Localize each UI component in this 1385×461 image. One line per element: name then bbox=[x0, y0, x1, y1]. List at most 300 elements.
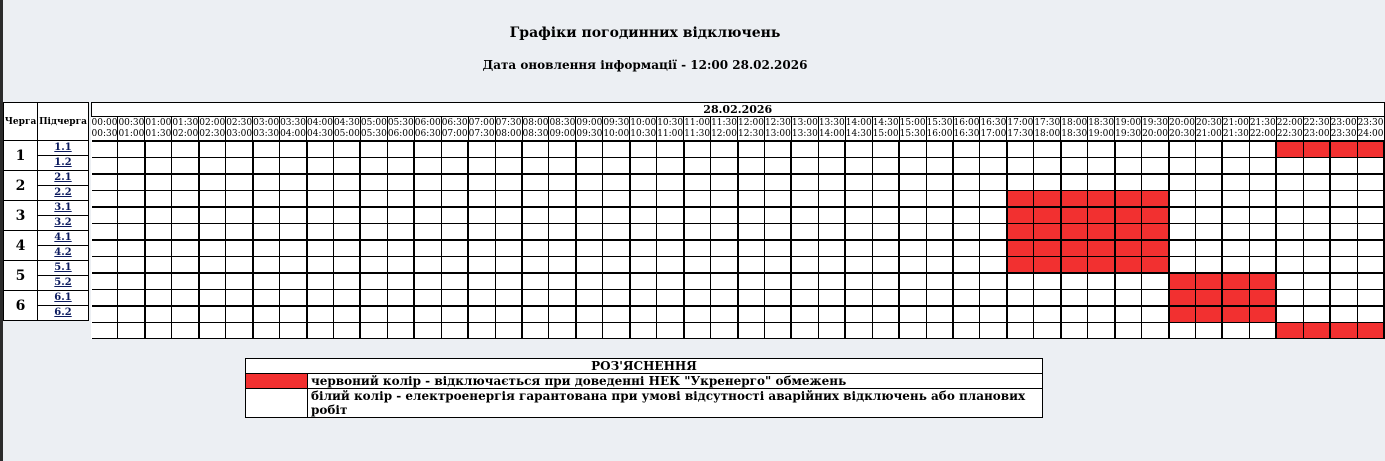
power-cell bbox=[468, 273, 495, 290]
power-cell bbox=[657, 174, 684, 191]
queue-number: 1 bbox=[4, 141, 38, 171]
power-cell bbox=[953, 207, 980, 224]
power-cell bbox=[522, 141, 549, 158]
power-cell bbox=[845, 158, 872, 175]
power-cell bbox=[307, 323, 334, 339]
slot-start: 14:00 bbox=[845, 117, 872, 128]
slot-start: 21:30 bbox=[1249, 117, 1276, 128]
power-cell bbox=[307, 257, 334, 274]
slot-start: 02:30 bbox=[226, 117, 253, 128]
power-cell bbox=[280, 323, 307, 339]
power-cell bbox=[980, 273, 1007, 290]
power-cell bbox=[468, 224, 495, 241]
power-cell bbox=[199, 306, 226, 323]
power-cell bbox=[953, 158, 980, 175]
power-cell bbox=[603, 240, 630, 257]
slot-end: 23:00 bbox=[1303, 128, 1330, 139]
slot-end: 12:00 bbox=[711, 128, 737, 139]
power-cell bbox=[899, 257, 926, 274]
time-slot-header bbox=[1276, 117, 1303, 142]
power-cell bbox=[899, 323, 926, 339]
slot-start: 09:00 bbox=[576, 117, 603, 128]
power-cell bbox=[791, 306, 818, 323]
outage-cell bbox=[1007, 191, 1034, 208]
power-cell bbox=[172, 240, 199, 257]
time-slot-header bbox=[711, 117, 738, 142]
outage-cell bbox=[1007, 224, 1034, 241]
power-cell bbox=[738, 290, 765, 307]
power-cell bbox=[1034, 141, 1061, 158]
slot-start: 04:00 bbox=[307, 117, 333, 128]
power-cell bbox=[1276, 207, 1303, 224]
subqueue-cell bbox=[38, 306, 89, 321]
power-cell bbox=[872, 257, 899, 274]
power-cell bbox=[441, 257, 468, 274]
power-cell bbox=[657, 158, 684, 175]
legend-table bbox=[245, 358, 1043, 418]
outage-cell bbox=[1276, 141, 1303, 158]
time-slot-header bbox=[199, 117, 226, 142]
power-cell bbox=[495, 207, 522, 224]
power-cell bbox=[1195, 158, 1222, 175]
power-cell bbox=[414, 158, 441, 175]
slot-end: 20:00 bbox=[1142, 128, 1168, 139]
power-cell bbox=[1222, 224, 1249, 241]
slot-end: 04:30 bbox=[307, 128, 333, 139]
power-cell bbox=[1007, 306, 1034, 323]
slot-start: 01:30 bbox=[172, 117, 199, 128]
power-cell bbox=[657, 224, 684, 241]
power-cell bbox=[980, 141, 1007, 158]
power-cell bbox=[226, 273, 253, 290]
power-cell bbox=[226, 240, 253, 257]
power-cell bbox=[872, 224, 899, 241]
power-cell bbox=[145, 191, 172, 208]
time-slot-header bbox=[738, 117, 765, 142]
power-cell bbox=[1142, 174, 1169, 191]
outage-cell bbox=[1088, 191, 1115, 208]
power-cell bbox=[172, 174, 199, 191]
power-cell bbox=[845, 323, 872, 339]
power-cell bbox=[172, 290, 199, 307]
slot-end: 09:30 bbox=[576, 128, 603, 139]
update-info: Дата оновлення інформації - 12:00 28.02.2026 bbox=[482, 58, 808, 72]
power-cell bbox=[1088, 306, 1115, 323]
power-cell bbox=[307, 290, 334, 307]
subqueue-link[interactable]: 3.2 bbox=[54, 217, 72, 228]
power-cell bbox=[953, 191, 980, 208]
outage-cell bbox=[1061, 257, 1088, 274]
slot-start: 12:30 bbox=[764, 117, 791, 128]
power-cell bbox=[226, 257, 253, 274]
subqueue-link[interactable]: 2.1 bbox=[54, 172, 72, 183]
slot-end: 00:30 bbox=[91, 128, 118, 139]
power-cell bbox=[684, 257, 711, 274]
subqueue-link[interactable]: 1.1 bbox=[54, 142, 72, 153]
power-cell bbox=[307, 141, 334, 158]
slot-start: 10:00 bbox=[630, 117, 657, 128]
power-cell bbox=[1007, 273, 1034, 290]
slot-start: 20:30 bbox=[1195, 117, 1222, 128]
power-cell bbox=[603, 224, 630, 241]
power-cell bbox=[549, 240, 576, 257]
outage-cell bbox=[1357, 323, 1384, 339]
power-cell bbox=[764, 257, 791, 274]
power-cell bbox=[226, 141, 253, 158]
slot-end: 22:00 bbox=[1249, 128, 1276, 139]
slot-start: 22:00 bbox=[1276, 117, 1303, 128]
subqueue-row bbox=[92, 257, 1385, 274]
slot-end: 18:30 bbox=[1061, 128, 1088, 139]
power-cell bbox=[92, 158, 118, 175]
power-cell bbox=[468, 207, 495, 224]
slot-end: 04:00 bbox=[280, 128, 306, 139]
power-cell bbox=[872, 174, 899, 191]
time-slot-header bbox=[92, 117, 118, 142]
power-cell bbox=[980, 158, 1007, 175]
power-cell bbox=[764, 273, 791, 290]
outage-cell bbox=[1142, 257, 1169, 274]
power-cell bbox=[522, 273, 549, 290]
power-cell bbox=[414, 141, 441, 158]
power-cell bbox=[630, 174, 657, 191]
power-cell bbox=[1195, 174, 1222, 191]
slot-end: 14:30 bbox=[845, 128, 872, 139]
slot-end: 05:30 bbox=[360, 128, 387, 139]
slot-end: 21:00 bbox=[1195, 128, 1222, 139]
power-cell bbox=[1088, 290, 1115, 307]
power-cell bbox=[118, 224, 145, 241]
queue-number: 6 bbox=[4, 291, 38, 321]
power-cell bbox=[1169, 158, 1196, 175]
power-cell bbox=[845, 306, 872, 323]
subqueue-link[interactable]: 5.1 bbox=[54, 262, 72, 273]
power-cell bbox=[738, 240, 765, 257]
power-cell bbox=[657, 306, 684, 323]
outage-cell bbox=[1276, 323, 1303, 339]
time-slot-header bbox=[764, 117, 791, 142]
power-cell bbox=[764, 207, 791, 224]
power-cell bbox=[307, 224, 334, 241]
power-cell bbox=[980, 207, 1007, 224]
time-slot-header bbox=[441, 117, 468, 142]
time-slot-header bbox=[845, 117, 872, 142]
power-cell bbox=[253, 306, 280, 323]
power-cell bbox=[1249, 158, 1276, 175]
subqueue-link[interactable]: 4.1 bbox=[54, 232, 72, 243]
subqueue-link[interactable]: 5.2 bbox=[54, 277, 72, 288]
power-cell bbox=[845, 290, 872, 307]
subqueue-link[interactable]: 2.2 bbox=[54, 187, 72, 198]
power-cell bbox=[603, 306, 630, 323]
power-cell bbox=[1169, 240, 1196, 257]
power-cell bbox=[1357, 273, 1384, 290]
time-slot-header bbox=[253, 117, 280, 142]
slot-end: 24:00 bbox=[1357, 128, 1384, 139]
power-cell bbox=[360, 224, 387, 241]
power-cell bbox=[495, 158, 522, 175]
time-slot-header bbox=[1088, 117, 1115, 142]
subqueue-link[interactable]: 3.1 bbox=[54, 202, 72, 213]
power-cell bbox=[630, 141, 657, 158]
power-cell bbox=[226, 323, 253, 339]
power-cell bbox=[926, 141, 953, 158]
power-cell bbox=[1195, 207, 1222, 224]
subqueue-cell bbox=[38, 156, 89, 171]
slot-end: 12:30 bbox=[738, 128, 764, 139]
power-cell bbox=[522, 257, 549, 274]
power-cell bbox=[1330, 257, 1357, 274]
subqueue-cell bbox=[38, 231, 89, 246]
power-cell bbox=[1357, 257, 1384, 274]
power-cell bbox=[1142, 290, 1169, 307]
power-cell bbox=[522, 207, 549, 224]
slot-end: 19:30 bbox=[1115, 128, 1142, 139]
power-cell bbox=[1007, 174, 1034, 191]
power-cell bbox=[953, 141, 980, 158]
power-cell bbox=[576, 306, 603, 323]
power-cell bbox=[522, 174, 549, 191]
power-cell bbox=[280, 306, 307, 323]
power-cell bbox=[522, 306, 549, 323]
power-cell bbox=[199, 240, 226, 257]
power-cell bbox=[791, 158, 818, 175]
power-cell bbox=[495, 224, 522, 241]
power-cell bbox=[172, 273, 199, 290]
power-cell bbox=[172, 306, 199, 323]
outage-cell bbox=[1061, 240, 1088, 257]
power-cell bbox=[818, 273, 845, 290]
power-cell bbox=[387, 306, 414, 323]
subqueue-cell bbox=[38, 171, 89, 186]
power-cell bbox=[199, 224, 226, 241]
slot-end: 18:00 bbox=[1034, 128, 1061, 139]
power-cell bbox=[630, 240, 657, 257]
slot-end: 13:00 bbox=[764, 128, 791, 139]
power-cell bbox=[441, 290, 468, 307]
power-cell bbox=[441, 158, 468, 175]
outage-cell bbox=[1222, 306, 1249, 323]
power-cell bbox=[549, 273, 576, 290]
power-cell bbox=[549, 174, 576, 191]
power-cell bbox=[522, 224, 549, 241]
power-cell bbox=[387, 224, 414, 241]
slot-start: 00:30 bbox=[118, 117, 145, 128]
slot-end: 03:00 bbox=[226, 128, 253, 139]
power-cell bbox=[603, 141, 630, 158]
power-cell bbox=[226, 174, 253, 191]
outage-cell bbox=[1330, 141, 1357, 158]
schedule-date: 28.02.2026 bbox=[92, 103, 1385, 117]
power-cell bbox=[872, 323, 899, 339]
subqueue-link[interactable]: 6.2 bbox=[54, 307, 72, 318]
power-cell bbox=[603, 257, 630, 274]
power-cell bbox=[360, 191, 387, 208]
power-cell bbox=[1276, 290, 1303, 307]
power-cell bbox=[764, 323, 791, 339]
subqueue-cell bbox=[38, 276, 89, 291]
power-cell bbox=[253, 158, 280, 175]
power-cell bbox=[1276, 174, 1303, 191]
power-cell bbox=[1061, 323, 1088, 339]
power-cell bbox=[1169, 207, 1196, 224]
power-cell bbox=[1276, 224, 1303, 241]
power-cell bbox=[576, 273, 603, 290]
subqueue-link[interactable]: 6.1 bbox=[54, 292, 72, 303]
slot-start: 19:30 bbox=[1142, 117, 1168, 128]
power-cell bbox=[92, 240, 118, 257]
time-slot-header bbox=[1249, 117, 1276, 142]
power-cell bbox=[253, 240, 280, 257]
power-cell bbox=[1357, 207, 1384, 224]
time-slot-header bbox=[684, 117, 711, 142]
power-cell bbox=[791, 191, 818, 208]
power-cell bbox=[1142, 323, 1169, 339]
power-cell bbox=[1249, 207, 1276, 224]
power-cell bbox=[387, 141, 414, 158]
power-cell bbox=[1357, 174, 1384, 191]
slot-start: 20:00 bbox=[1169, 117, 1195, 128]
outage-cell bbox=[1034, 207, 1061, 224]
subqueue-row bbox=[92, 141, 1385, 158]
power-cell bbox=[468, 141, 495, 158]
power-cell bbox=[199, 257, 226, 274]
power-cell bbox=[441, 273, 468, 290]
power-cell bbox=[1007, 158, 1034, 175]
power-cell bbox=[414, 207, 441, 224]
power-cell bbox=[387, 240, 414, 257]
time-slot-header bbox=[980, 117, 1007, 142]
power-cell bbox=[387, 323, 414, 339]
power-cell bbox=[1115, 273, 1142, 290]
power-cell bbox=[468, 174, 495, 191]
legend-title: РОЗ'ЯСНЕННЯ bbox=[246, 359, 1043, 374]
power-cell bbox=[253, 257, 280, 274]
power-cell bbox=[280, 207, 307, 224]
power-cell bbox=[333, 141, 360, 158]
outage-cell bbox=[1034, 240, 1061, 257]
power-cell bbox=[1276, 158, 1303, 175]
outage-cell bbox=[1142, 207, 1169, 224]
slot-start: 11:00 bbox=[684, 117, 711, 128]
slot-start: 11:30 bbox=[711, 117, 737, 128]
power-cell bbox=[307, 240, 334, 257]
time-slot-header bbox=[387, 117, 414, 142]
outage-cell bbox=[1303, 323, 1330, 339]
outage-cell bbox=[1330, 323, 1357, 339]
slot-start: 18:00 bbox=[1061, 117, 1088, 128]
power-cell bbox=[872, 141, 899, 158]
subqueue-row bbox=[92, 273, 1385, 290]
outage-cell bbox=[1007, 207, 1034, 224]
power-cell bbox=[414, 290, 441, 307]
power-cell bbox=[172, 224, 199, 241]
power-cell bbox=[899, 191, 926, 208]
outage-cell bbox=[1357, 141, 1384, 158]
power-cell bbox=[845, 191, 872, 208]
power-cell bbox=[1115, 290, 1142, 307]
power-cell bbox=[333, 257, 360, 274]
power-cell bbox=[576, 323, 603, 339]
power-cell bbox=[1330, 306, 1357, 323]
power-cell bbox=[684, 224, 711, 241]
power-cell bbox=[1222, 257, 1249, 274]
power-cell bbox=[818, 141, 845, 158]
power-cell bbox=[980, 191, 1007, 208]
power-cell bbox=[118, 323, 145, 339]
power-cell bbox=[307, 158, 334, 175]
power-cell bbox=[1115, 306, 1142, 323]
power-cell bbox=[495, 306, 522, 323]
power-cell bbox=[764, 191, 791, 208]
power-cell bbox=[333, 323, 360, 339]
power-cell bbox=[818, 306, 845, 323]
power-cell bbox=[711, 306, 738, 323]
power-cell bbox=[764, 240, 791, 257]
power-cell bbox=[711, 158, 738, 175]
outage-cell bbox=[1115, 191, 1142, 208]
power-cell bbox=[199, 191, 226, 208]
power-cell bbox=[791, 323, 818, 339]
power-cell bbox=[953, 174, 980, 191]
power-cell bbox=[387, 158, 414, 175]
power-cell bbox=[818, 323, 845, 339]
power-cell bbox=[576, 207, 603, 224]
time-slot-header bbox=[522, 117, 549, 142]
subqueue-link[interactable]: 1.2 bbox=[54, 157, 72, 168]
power-cell bbox=[495, 191, 522, 208]
power-cell bbox=[118, 257, 145, 274]
power-cell bbox=[1088, 141, 1115, 158]
power-cell bbox=[1169, 191, 1196, 208]
power-cell bbox=[1222, 240, 1249, 257]
slot-start: 19:00 bbox=[1115, 117, 1142, 128]
slot-start: 21:00 bbox=[1222, 117, 1249, 128]
subqueue-link[interactable]: 4.2 bbox=[54, 247, 72, 258]
power-cell bbox=[1303, 306, 1330, 323]
power-cell bbox=[414, 273, 441, 290]
power-cell bbox=[791, 290, 818, 307]
outage-cell bbox=[1169, 290, 1196, 307]
power-cell bbox=[549, 290, 576, 307]
power-cell bbox=[92, 273, 118, 290]
power-cell bbox=[576, 158, 603, 175]
power-cell bbox=[414, 240, 441, 257]
power-cell bbox=[360, 174, 387, 191]
power-cell bbox=[764, 158, 791, 175]
power-cell bbox=[92, 306, 118, 323]
time-slot-header bbox=[1303, 117, 1330, 142]
outage-cell bbox=[1007, 257, 1034, 274]
power-cell bbox=[145, 207, 172, 224]
power-cell bbox=[549, 257, 576, 274]
outage-cell bbox=[1115, 257, 1142, 274]
power-cell bbox=[980, 174, 1007, 191]
power-cell bbox=[872, 207, 899, 224]
slot-start: 22:30 bbox=[1303, 117, 1330, 128]
power-cell bbox=[226, 207, 253, 224]
power-cell bbox=[738, 141, 765, 158]
subqueue-row bbox=[92, 174, 1385, 191]
power-cell bbox=[980, 257, 1007, 274]
power-cell bbox=[414, 174, 441, 191]
outage-cell bbox=[1142, 191, 1169, 208]
power-cell bbox=[657, 207, 684, 224]
power-cell bbox=[1276, 240, 1303, 257]
time-slot-header bbox=[307, 117, 334, 142]
power-cell bbox=[280, 290, 307, 307]
power-cell bbox=[711, 224, 738, 241]
